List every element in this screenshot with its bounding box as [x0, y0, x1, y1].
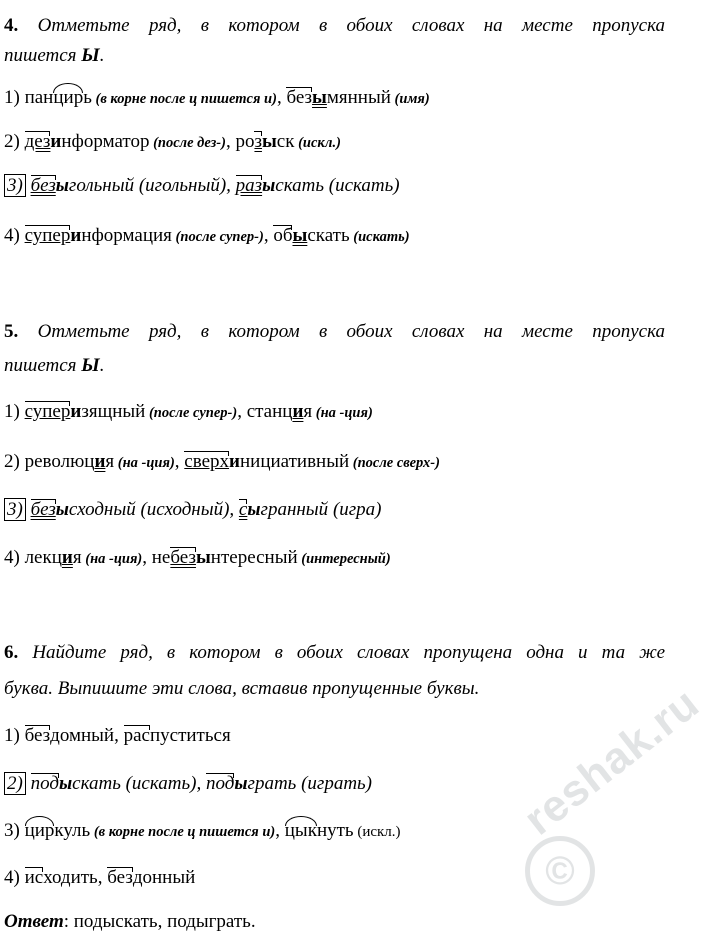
- answer-text: : подыскать, подыграть.: [63, 911, 256, 932]
- task4-option-4: 4) суперинформация (после супер-), обыскать (искать): [4, 225, 410, 246]
- correct-answer-box: 3): [4, 498, 26, 521]
- task6-option-3: 3) циркуль (в корне после ц пишется и), цыкнуть (искл.): [4, 820, 401, 841]
- prefix-mark: об: [273, 225, 293, 246]
- task5-question-line1: [4, 320, 665, 344]
- task5-number: 5.: [4, 321, 19, 342]
- watermark-text: reshak.ru: [515, 678, 709, 845]
- task4-number: 4.: [4, 15, 19, 36]
- prefix-mark: под: [30, 773, 59, 794]
- prefix-mark: супер: [24, 401, 71, 422]
- copyright-icon: ©: [525, 836, 595, 906]
- task6-option-1: 1) бездомный, распуститься: [4, 725, 231, 746]
- prefix-mark: без: [170, 547, 196, 568]
- root-mark: цир: [53, 87, 84, 108]
- task6-question: Найдите ряд, в котором в обоих словах пропущена одна и та же: [32, 642, 666, 663]
- task5-option-4: 4) лекция (на -ция), небезынтересный (интересный): [4, 547, 391, 568]
- prefix-mark: ис: [24, 867, 44, 888]
- prefix-mark: без: [24, 725, 51, 746]
- prefix-mark: без: [30, 499, 56, 520]
- prefix-mark: сверх: [184, 451, 230, 472]
- task4-question-line2: пишется Ы.: [4, 45, 105, 66]
- prefix-mark: рас: [123, 725, 150, 746]
- prefix-mark: с: [238, 499, 248, 520]
- prefix-mark: без: [107, 867, 133, 888]
- prefix-mark: под: [205, 773, 235, 794]
- root-mark: цир: [24, 820, 55, 841]
- answer-line: [4, 910, 665, 934]
- task5-option-3-correct: 3) безысходный (исходный), сыгранный (игра): [4, 498, 665, 522]
- task4-question: Отметьте ряд, в котором в обоих словах на месте пропуска: [37, 15, 665, 36]
- task6-option-2-correct: 2) подыскать (искать), подыграть (играть): [4, 772, 665, 796]
- task5-question-line2: пишется Ы.: [4, 355, 105, 376]
- task6-question-line2: буква. Выпишите эти слова, вставив пропущенные буквы.: [4, 678, 480, 699]
- prefix-mark: з: [254, 131, 262, 152]
- task4-question-line1: [4, 14, 665, 38]
- prefix-mark: без: [30, 175, 56, 196]
- prefix-mark: раз: [235, 175, 263, 196]
- task6-number: 6.: [4, 642, 19, 663]
- task5-question: Отметьте ряд, в котором в обоих словах на месте пропуска: [37, 321, 665, 342]
- correct-answer-box: 2): [4, 772, 26, 795]
- prefix-mark: дез: [24, 131, 51, 152]
- task4-option-1: 1) панцирь (в корне после ц пишется и), безымянный (имя): [4, 87, 430, 108]
- prefix-mark: супер: [24, 225, 71, 246]
- task5-option-1: 1) суперизящный (после супер-), станция (на -ция): [4, 401, 373, 422]
- task6-option-4: 4) исходить, бездонный: [4, 867, 196, 888]
- answer-label: Ответ: [4, 911, 64, 932]
- task4-option-3-correct: 3) безыгольный (игольный), разыскать (искать): [4, 174, 665, 198]
- task4-option-2: 2) дезинформатор (после дез-), розыск (искл.): [4, 131, 341, 152]
- task6-question-line1: [4, 641, 665, 665]
- root-mark: цык: [284, 820, 317, 841]
- correct-answer-box: 3): [4, 174, 26, 197]
- prefix-mark: без: [286, 87, 313, 108]
- task5-option-2: 2) революция (на -ция), сверхинициативный (после сверх-): [4, 451, 440, 472]
